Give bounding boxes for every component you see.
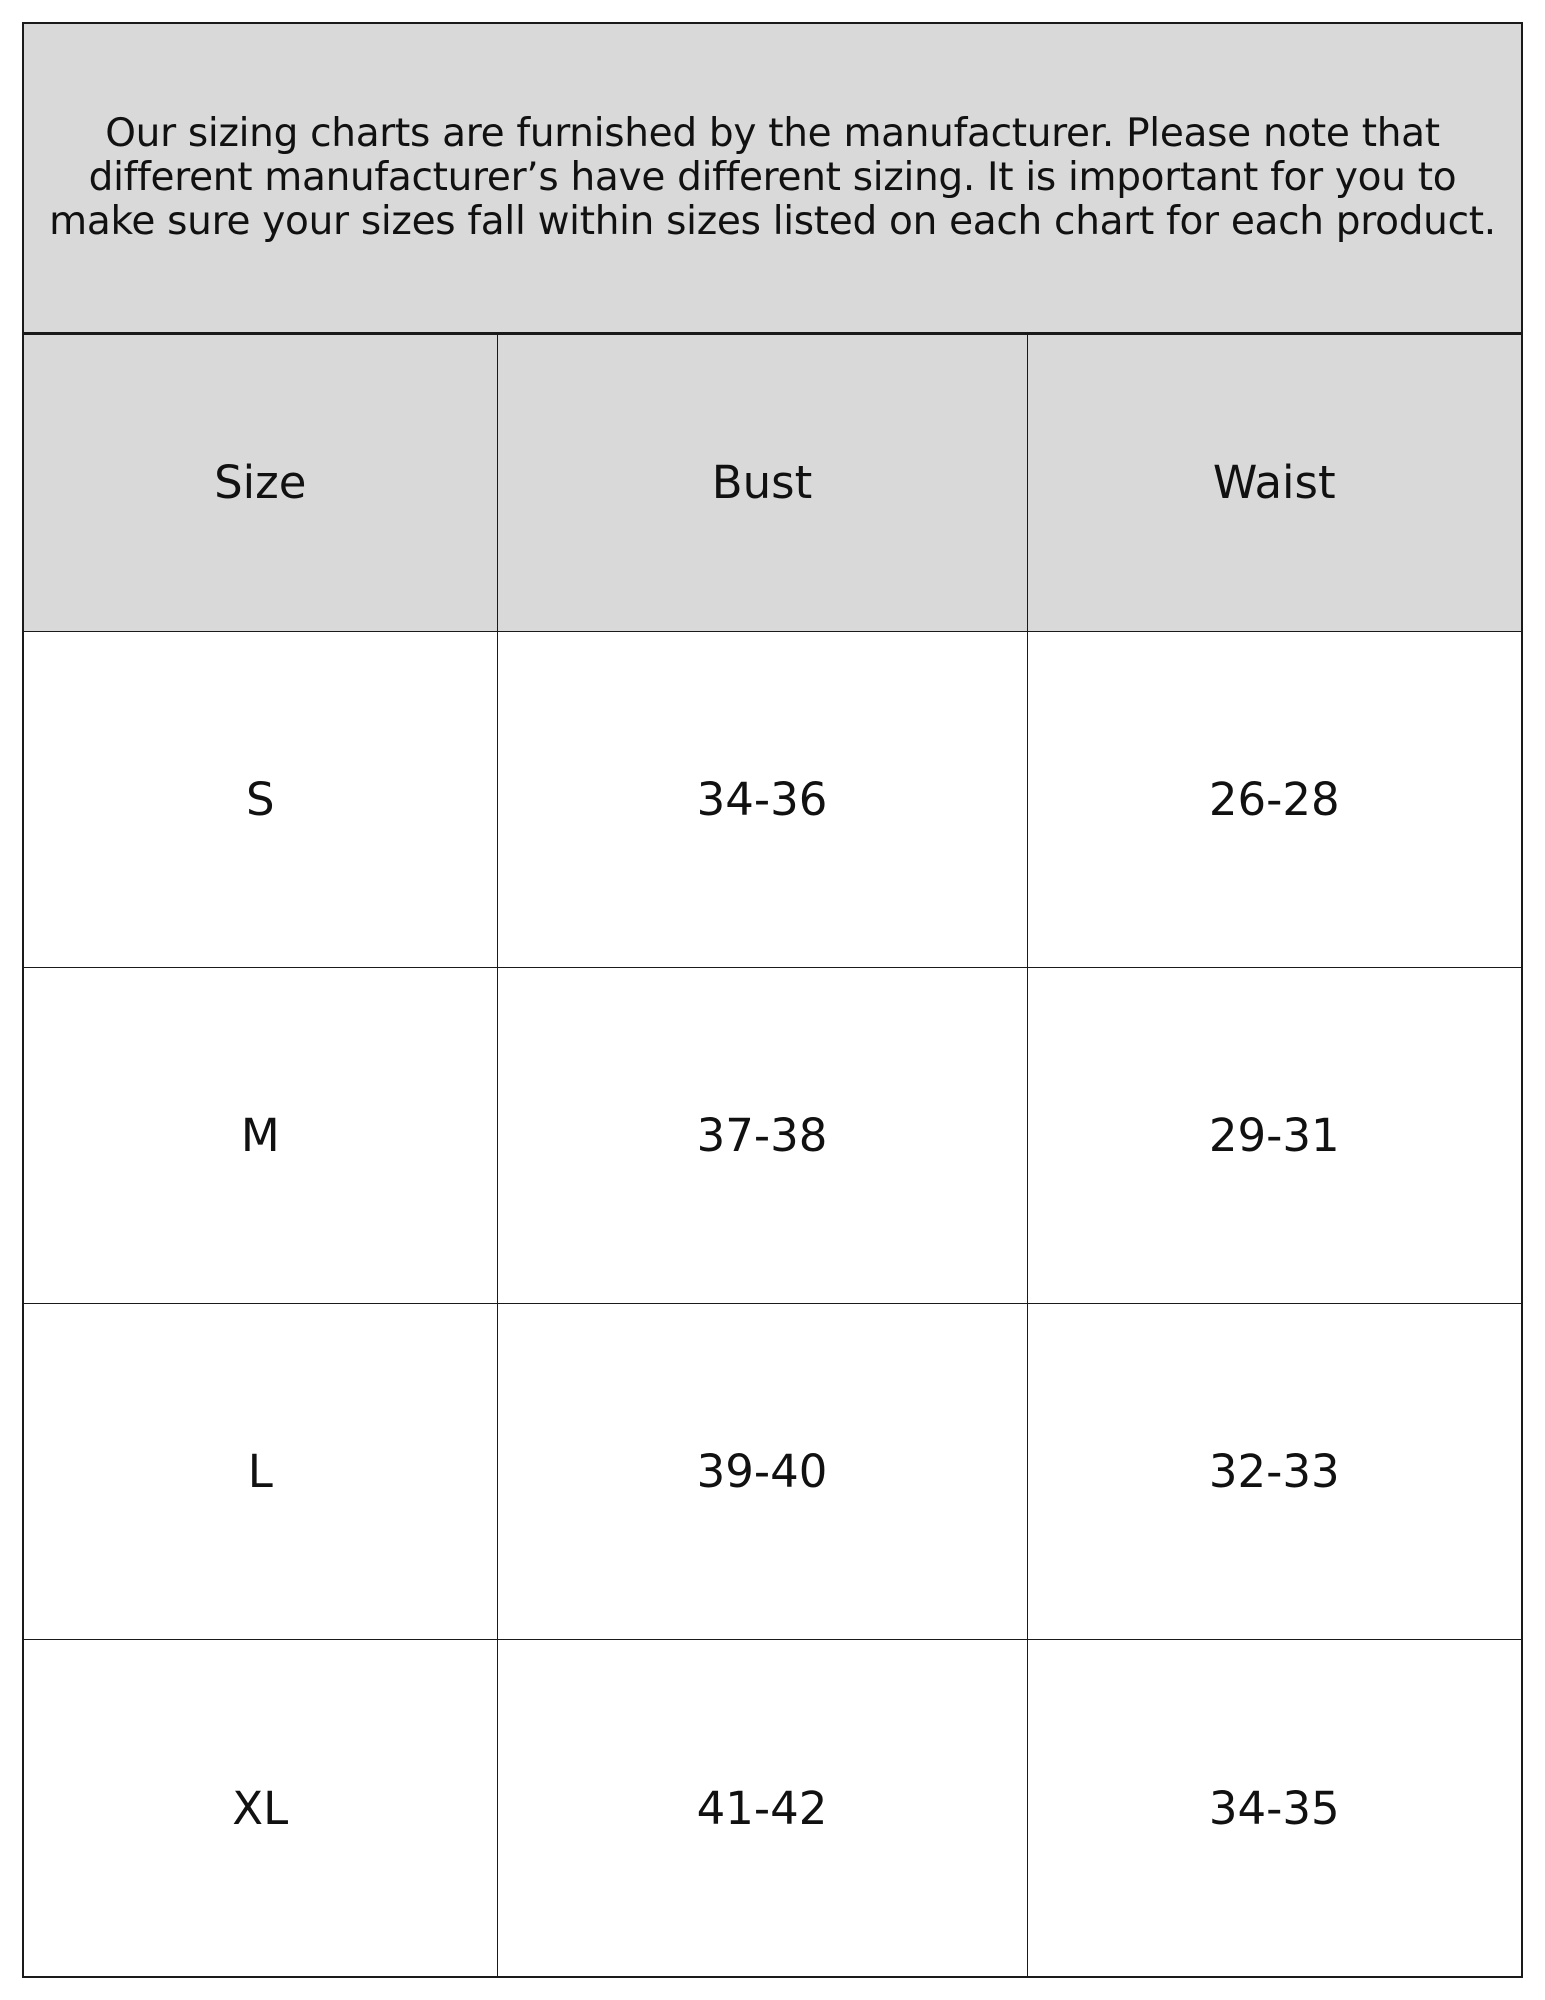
- waist-cell: 26-28: [1027, 631, 1521, 967]
- notice-line-2: different manufacturer’s have different sizing. It is important for you to: [88, 155, 1457, 200]
- waist-cell: 32-33: [1027, 1304, 1521, 1640]
- notice-line-1: Our sizing charts are furnished by the manufacturer. Please note that: [105, 111, 1440, 156]
- sizing-notice: [24, 24, 1521, 335]
- column-header-size: Size: [24, 335, 497, 631]
- size-cell: XL: [24, 1640, 497, 1976]
- waist-cell: 29-31: [1027, 967, 1521, 1303]
- table-row: [24, 1304, 1521, 1640]
- bust-cell: 39-40: [497, 1304, 1027, 1640]
- size-chart-sheet: [22, 22, 1523, 1978]
- bust-cell: 41-42: [497, 1640, 1027, 1976]
- size-cell: M: [24, 967, 497, 1303]
- table-header-row: [24, 335, 1521, 631]
- bust-cell: 37-38: [497, 967, 1027, 1303]
- table-row: [24, 1640, 1521, 1976]
- table-row: [24, 631, 1521, 967]
- size-table: [24, 335, 1521, 1976]
- notice-line-3: make sure your sizes fall within sizes listed on each chart for each product.: [49, 199, 1496, 244]
- waist-cell: 34-35: [1027, 1640, 1521, 1976]
- size-cell: L: [24, 1304, 497, 1640]
- column-header-waist: Waist: [1027, 335, 1521, 631]
- sizing-notice-text: [49, 112, 1496, 244]
- column-header-bust: Bust: [497, 335, 1027, 631]
- size-cell: S: [24, 631, 497, 967]
- table-row: [24, 967, 1521, 1303]
- bust-cell: 34-36: [497, 631, 1027, 967]
